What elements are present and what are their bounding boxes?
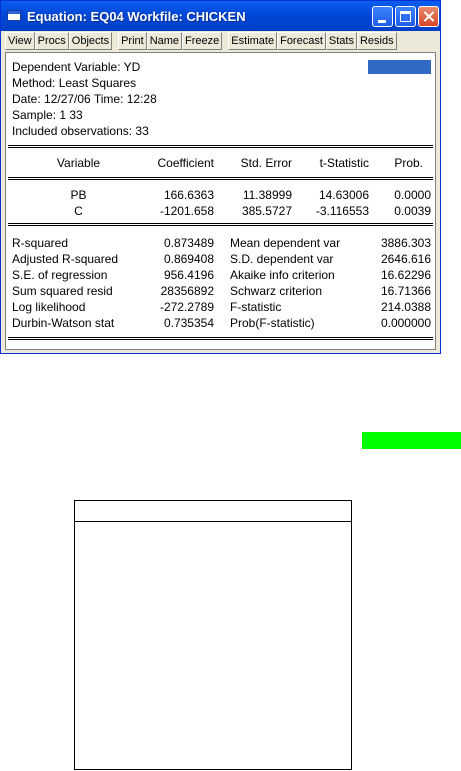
minimize-button[interactable] xyxy=(372,6,393,27)
maximize-button[interactable] xyxy=(395,6,416,27)
col-header-variable: Variable xyxy=(56,156,101,170)
method-line: Method: Least Squares xyxy=(12,76,137,90)
coef-std-error: 11.38999 xyxy=(242,188,292,202)
equation-window xyxy=(0,0,441,354)
coef-std-error: 385.5727 xyxy=(241,204,292,218)
empty-panel xyxy=(74,500,352,770)
stat-label: Durbin-Watson stat xyxy=(12,316,115,330)
empty-panel-header xyxy=(75,501,351,522)
sample-line: Sample: 1 33 xyxy=(12,108,83,122)
coef-prob: 0.0000 xyxy=(394,188,431,202)
objects-button[interactable]: Objects xyxy=(69,32,112,50)
window-app-icon xyxy=(7,10,21,21)
stat-value: 28356892 xyxy=(160,284,214,298)
stat-label: Prob(F-statistic) xyxy=(230,316,315,330)
stat-value: 16.62296 xyxy=(380,268,431,282)
procs-button[interactable]: Procs xyxy=(35,32,69,50)
col-header-std-error: Std. Error xyxy=(240,156,292,170)
stat-value: 16.71366 xyxy=(380,284,431,298)
dependent-variable-line: Dependent Variable: YD xyxy=(12,60,141,74)
selection-indicator xyxy=(368,60,431,74)
table-bottom-rule xyxy=(8,337,433,340)
stat-label: Akaike info criterion xyxy=(230,268,335,282)
coef-prob: 0.0039 xyxy=(394,204,431,218)
forecast-button[interactable]: Forecast xyxy=(277,32,326,50)
coef-variable: C xyxy=(74,204,83,218)
stat-value: 956.4196 xyxy=(163,268,214,282)
stat-value: 0.000000 xyxy=(380,316,431,330)
green-highlight-bar xyxy=(362,432,461,449)
header-rule xyxy=(8,177,433,180)
coef-variable: PB xyxy=(70,188,87,202)
print-button[interactable]: Print xyxy=(118,32,147,50)
resids-button[interactable]: Resids xyxy=(357,32,397,50)
coef-value: 166.6363 xyxy=(163,188,214,202)
estimation-output xyxy=(5,52,436,350)
col-header-t-statistic: t-Statistic xyxy=(319,156,369,170)
title-bar[interactable] xyxy=(1,1,440,31)
stat-value: -272.2789 xyxy=(159,300,214,314)
stat-value: 0.735354 xyxy=(163,316,214,330)
observations-line: Included observations: 33 xyxy=(12,124,149,138)
stat-label: R-squared xyxy=(12,236,69,250)
stat-label: Sum squared resid xyxy=(12,284,113,298)
stat-value: 0.869408 xyxy=(163,252,214,266)
stat-value: 214.0388 xyxy=(380,300,431,314)
stat-value: 3886.303 xyxy=(380,236,431,250)
date-line: Date: 12/27/06 Time: 12:28 xyxy=(12,92,157,106)
stat-label: S.D. dependent var xyxy=(230,252,334,266)
stats-button[interactable]: Stats xyxy=(326,32,357,50)
table-top-rule xyxy=(8,145,433,148)
coef-value: -1201.658 xyxy=(159,204,214,218)
stat-value: 0.873489 xyxy=(163,236,214,250)
stat-label: F-statistic xyxy=(230,300,282,314)
coef-bottom-rule xyxy=(8,223,433,226)
stat-label: Mean dependent var xyxy=(230,236,341,250)
freeze-button[interactable]: Freeze xyxy=(182,32,222,50)
stat-label: Adjusted R-squared xyxy=(12,252,119,266)
col-header-prob: Prob. xyxy=(394,156,423,170)
close-button[interactable] xyxy=(418,6,439,27)
name-button[interactable]: Name xyxy=(147,32,182,50)
stat-value: 2646.616 xyxy=(380,252,431,266)
estimate-button[interactable]: Estimate xyxy=(228,32,277,50)
view-button[interactable]: View xyxy=(5,32,35,50)
stat-label: Log likelihood xyxy=(12,300,86,314)
coef-t-statistic: -3.116553 xyxy=(315,204,369,218)
toolbar xyxy=(5,32,397,50)
stat-label: Schwarz criterion xyxy=(230,284,323,298)
window-title: Equation: EQ04 Workfile: CHICKEN xyxy=(27,9,246,24)
coef-t-statistic: 14.63006 xyxy=(318,188,369,202)
col-header-coefficient: Coefficient xyxy=(157,156,214,170)
stat-label: S.E. of regression xyxy=(12,268,108,282)
